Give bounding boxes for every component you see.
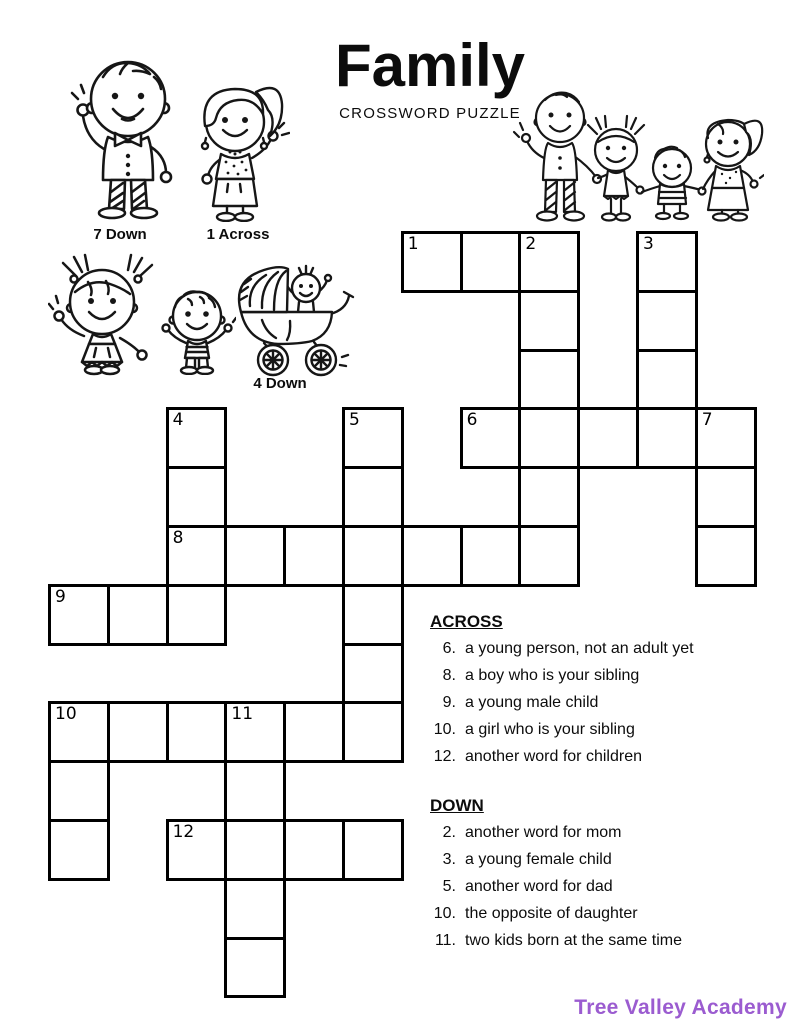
clue-number: 10. (433, 721, 456, 738)
grid-cell-r2c10[interactable] (636, 349, 698, 411)
across-heading: ACROSS (430, 612, 503, 631)
grid-cell-r3c8[interactable] (518, 407, 580, 469)
cell-number: 12 (172, 822, 195, 842)
grid-cell-r8c3[interactable] (224, 701, 286, 763)
page-subtitle: CROSSWORD PUZZLE (339, 105, 521, 122)
grid-cell-r0c8[interactable] (518, 231, 580, 293)
grid-cell-r8c0[interactable] (48, 701, 110, 763)
clue-across-8 (428, 667, 788, 694)
cell-number: 3 (643, 234, 654, 254)
grid-cell-r5c8[interactable] (518, 525, 580, 587)
baby-stroller-clipart (228, 262, 356, 378)
clue-number: 6. (442, 640, 456, 657)
grid-cell-r3c5[interactable] (342, 407, 404, 469)
clue-text: a young person, not an adult yet (465, 640, 694, 657)
clue-text: the opposite of daughter (465, 905, 638, 922)
grid-cell-r10c3[interactable] (224, 819, 286, 881)
cell-number: 7 (701, 410, 713, 431)
down-clues-section (428, 796, 788, 959)
grid-cell-r10c4[interactable] (283, 819, 345, 881)
clue-text: another word for children (465, 748, 642, 765)
grid-cell-r4c5[interactable] (342, 466, 404, 528)
cell-number: 11 (231, 704, 254, 725)
page-title: Family (334, 32, 526, 99)
clue-across-10 (428, 721, 788, 748)
grid-cell-r8c5[interactable] (342, 701, 404, 763)
grid-cell-r10c2[interactable] (166, 819, 228, 881)
grid-cell-r4c11[interactable] (695, 466, 757, 528)
grid-cell-r1c10[interactable] (636, 290, 698, 352)
clue-number: 2. (442, 824, 456, 841)
grid-cell-r6c5[interactable] (342, 584, 404, 646)
clue-number: 3. (442, 851, 456, 868)
clue-number: 5. (442, 878, 456, 895)
clue-number: 11. (434, 932, 456, 949)
clue-text: another word for dad (465, 878, 613, 895)
cell-number: 6 (466, 410, 478, 431)
across-list (428, 640, 788, 775)
grid-cell-r8c2[interactable] (166, 701, 228, 763)
dad-figure-label: 7 Down (93, 226, 147, 243)
clue-text: a girl who is your sibling (465, 721, 635, 738)
grid-cell-r12c3[interactable] (224, 937, 286, 999)
grid-cell-r6c2[interactable] (166, 584, 228, 646)
cell-number: 5 (349, 410, 360, 431)
cell-number: 2 (525, 234, 537, 254)
across-clues-section (428, 612, 788, 775)
grid-cell-r5c2[interactable] (166, 525, 228, 587)
grid-cell-r0c7[interactable] (460, 231, 522, 293)
clue-down-11 (428, 932, 788, 959)
grid-cell-r5c6[interactable] (401, 525, 463, 587)
cell-number: 4 (172, 410, 184, 431)
clue-text: a boy who is your sibling (465, 667, 640, 684)
clue-down-2 (428, 824, 788, 851)
grid-cell-r4c8[interactable] (518, 466, 580, 528)
dad-clipart (70, 52, 178, 222)
grid-cell-r9c0[interactable] (48, 760, 110, 822)
grid-cell-r7c5[interactable] (342, 643, 404, 705)
down-heading: DOWN (430, 796, 484, 815)
grid-cell-r6c0[interactable] (48, 584, 110, 646)
grid-cell-r6c1[interactable] (107, 584, 169, 646)
down-list (428, 824, 788, 959)
grid-cell-r1c8[interactable] (518, 290, 580, 352)
grid-cell-r9c3[interactable] (224, 760, 286, 822)
clue-number: 10. (433, 905, 456, 922)
grid-cell-r3c11[interactable] (695, 407, 757, 469)
clue-text: a young female child (465, 851, 612, 868)
clue-text: two kids born at the same time (465, 932, 682, 949)
grid-cell-r3c7[interactable] (460, 407, 522, 469)
grid-cell-r10c0[interactable] (48, 819, 110, 881)
cell-number: 1 (407, 234, 419, 254)
grid-cell-r5c3[interactable] (224, 525, 286, 587)
grid-cell-r5c5[interactable] (342, 525, 404, 587)
grid-cell-r10c5[interactable] (342, 819, 404, 881)
clue-down-10 (428, 905, 788, 932)
clue-text: another word for mom (465, 824, 622, 841)
grid-cell-r5c4[interactable] (283, 525, 345, 587)
cell-number: 9 (55, 586, 66, 607)
grid-cell-r5c11[interactable] (695, 525, 757, 587)
stroller-figure-label: 4 Down (253, 375, 307, 392)
grid-cell-r2c8[interactable] (518, 349, 580, 411)
clue-number: 8. (442, 667, 456, 684)
branding-text: Tree Valley Academy (574, 996, 787, 1019)
grid-cell-r11c3[interactable] (224, 878, 286, 940)
grid-cell-r8c4[interactable] (283, 701, 345, 763)
clue-number: 12. (433, 748, 456, 765)
grid-cell-r0c10[interactable] (636, 231, 698, 293)
grid-cell-r3c10[interactable] (636, 407, 698, 469)
grid-cell-r8c1[interactable] (107, 701, 169, 763)
mom-clipart (190, 78, 290, 222)
mom-figure-label: 1 Across (206, 226, 270, 243)
family-group-clipart (512, 86, 764, 228)
clue-across-12 (428, 748, 788, 775)
grid-cell-r4c2[interactable] (166, 466, 228, 528)
clue-across-9 (428, 694, 788, 721)
grid-cell-r0c6[interactable] (401, 231, 463, 293)
clue-across-6 (428, 640, 788, 667)
grid-cell-r5c7[interactable] (460, 525, 522, 587)
cell-number: 10 (55, 704, 77, 725)
clue-number: 9. (442, 694, 456, 711)
grid-cell-r3c2[interactable] (166, 407, 228, 469)
girl-clipart (48, 252, 156, 376)
clue-text: a young male child (465, 694, 599, 711)
grid-cell-r3c9[interactable] (577, 407, 639, 469)
clue-down-5 (428, 878, 788, 905)
clue-down-3 (428, 851, 788, 878)
boy-clipart (158, 281, 236, 375)
cell-number: 8 (172, 528, 184, 548)
